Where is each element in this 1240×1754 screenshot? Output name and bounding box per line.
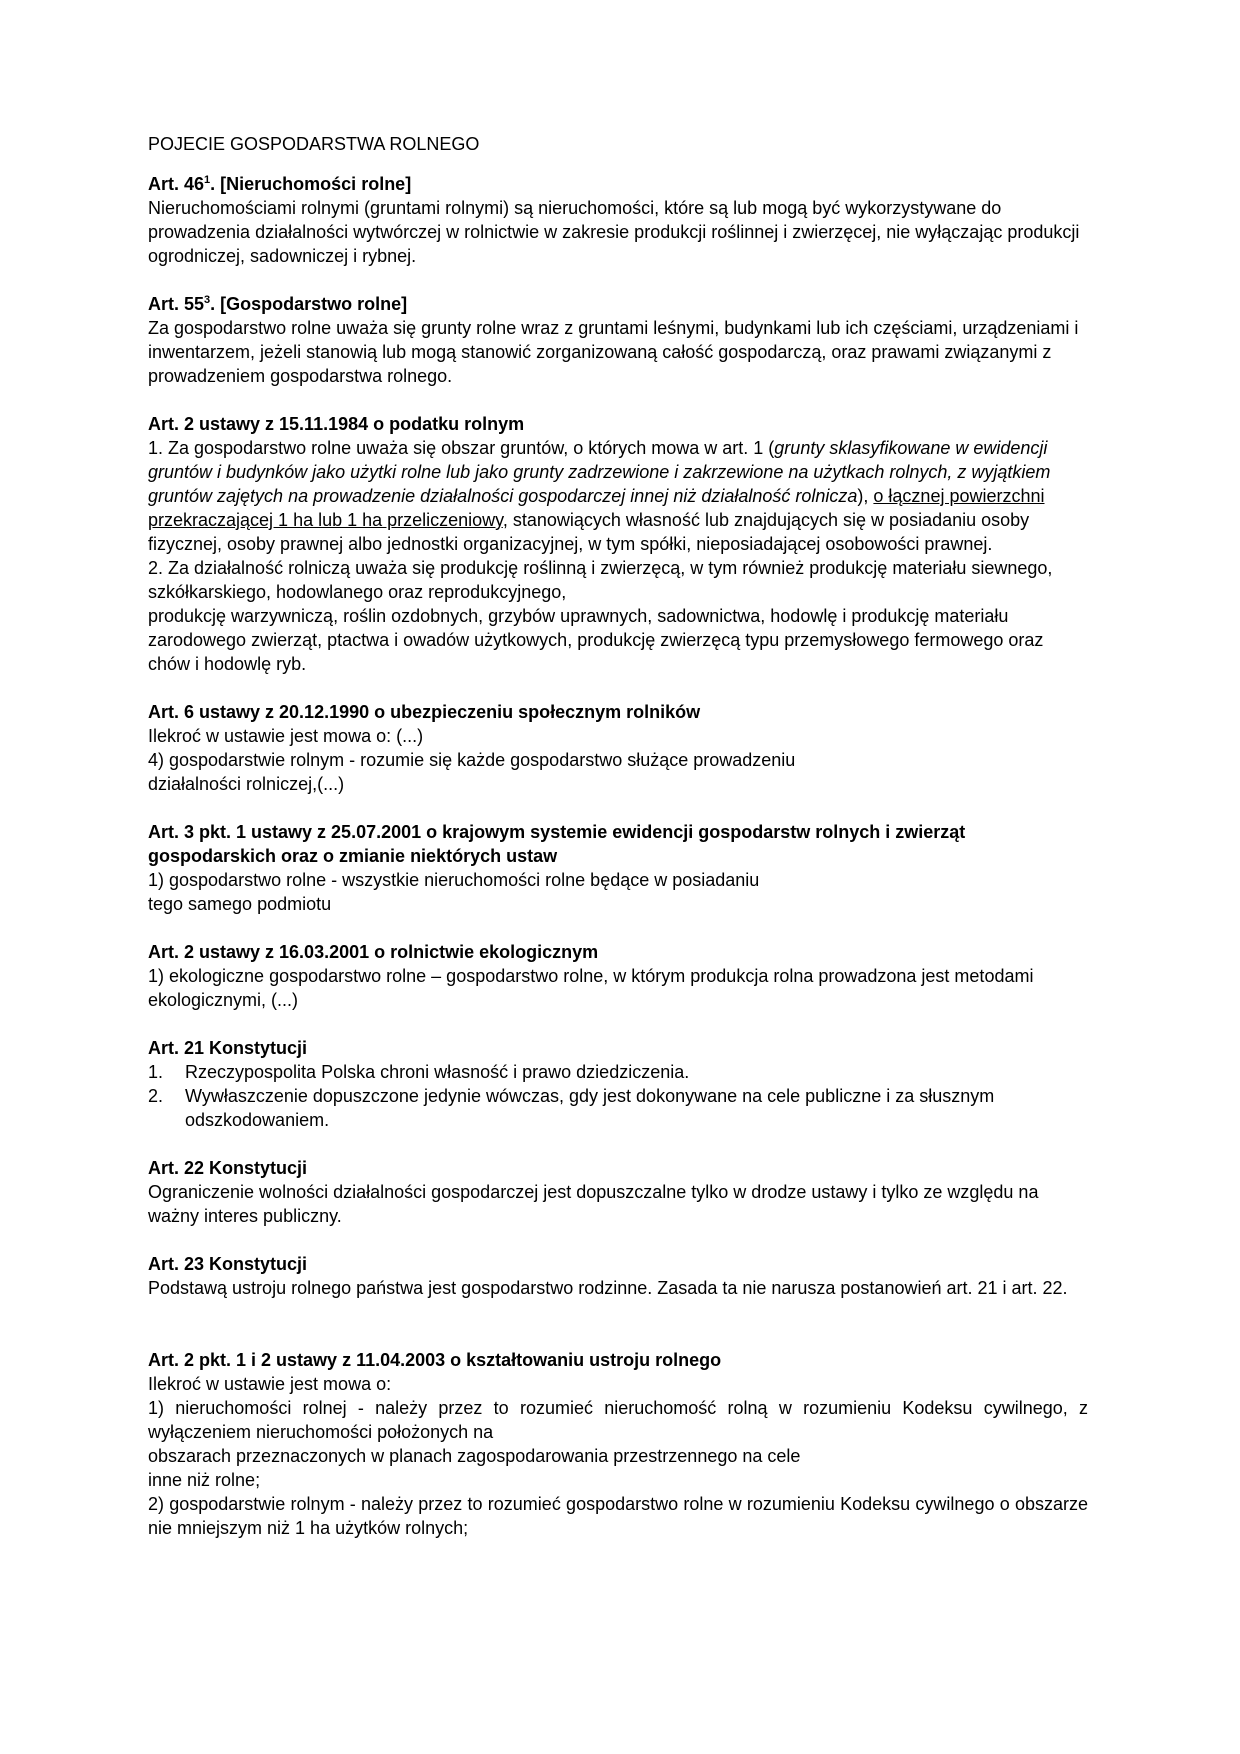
- section-heading: Art. 22 Konstytucji: [148, 1158, 308, 1178]
- section-heading: Art. 2 ustawy z 15.11.1984 o podatku rolnym: [148, 414, 525, 434]
- italic-text-run: grunty sklasyfikowane w ewidencji gruntów i budynków jako użytki rolne lub jako grunty zadrzewione i zakrzewione na użytkach rolnych, z wyjątkiem gruntów zajętych na prowadzenie działalności gospodarczej innej niż działalność rolnicza: [148, 438, 1051, 506]
- section-heading: Art. 6 ustawy z 20.12.1990 o ubezpieczeniu społecznym rolników: [148, 702, 701, 722]
- section-ustroj-rolny: [148, 1348, 1088, 1540]
- section-heading: [148, 172, 1088, 196]
- text-line: obszarach przeznaczonych w planach zagospodarowania przestrzennego na cele: [148, 1446, 801, 1466]
- text-run: ),: [857, 486, 874, 506]
- heading-superscript: 1: [204, 174, 211, 186]
- paragraph-2a: 2. Za działalność rolniczą uważa się produkcję roślinną i zwierzęcą, w tym również produkcję materiału siewnego, szkółkarskiego, hodowlanego oraz reprodukcyjnego,: [148, 558, 1053, 602]
- section-heading: Art. 23 Konstytucji: [148, 1254, 308, 1274]
- list-item-text: Wywłaszczenie dopuszczone jedynie wówczas, gdy jest dokonywane na cele publiczne i za słusznym odszkodowaniem.: [185, 1086, 995, 1130]
- section-podatek-rolny: [148, 412, 1088, 676]
- section-ekologiczne: [148, 940, 1088, 1012]
- text-line: inne niż rolne;: [148, 1470, 261, 1490]
- section-text: Za gospodarstwo rolne uważa się grunty rolne wraz z gruntami leśnymi, budynkami lub ich częściami, urządzeniami i inwentarzem, jeżeli stanowią lub mogą stanowić zorganizowaną całość gospodarczą, oraz prawami związanymi z prowadzeniem gospodarstwa rolnego.: [148, 318, 1079, 386]
- paragraph-2b: produkcję warzywniczą, roślin ozdobnych, grzybów uprawnych, sadownictwa, hodowlę i produkcję materiału zarodowego zwierząt, ptactwa i owadów użytkowych, produkcję zwierzęcą typu przemysłowego fermowego oraz chów i hodowlę ryb.: [148, 606, 1044, 674]
- section-heading: Art. 3 pkt. 1 ustawy z 25.07.2001 o krajowym systemie ewidencji gospodarstw rolnych i zwierząt gospodarskich oraz o zmianie niektórych ustaw: [148, 822, 966, 866]
- list-item: [148, 1060, 1088, 1084]
- section-text: Nieruchomościami rolnymi (gruntami rolnymi) są nieruchomości, które są lub mogą być wykorzystywane do prowadzenia działalności wytwórczej w rolnictwie w zakresie produkcji roślinnej i zwierzęcej, nie wyłączając produkcji ogrodniczej, sadowniczej i rybnej.: [148, 198, 1080, 266]
- heading-text: . [Nieruchomości rolne]: [210, 174, 412, 194]
- underlined-text-run: o łącznej powierzchni przekraczającej 1 ha lub 1 ha przeliczeniowy: [148, 486, 1045, 530]
- text-line: działalności rolniczej,(...): [148, 774, 345, 794]
- section-konstytucja-22: [148, 1156, 1088, 1228]
- section-heading: [148, 292, 1088, 316]
- section-art55: [148, 292, 1088, 388]
- section-text: Podstawą ustroju rolnego państwa jest gospodarstwo rodzinne. Zasada ta nie narusza postanowień art. 21 i art. 22.: [148, 1278, 1068, 1298]
- heading-text: . [Gospodarstwo rolne]: [210, 294, 408, 314]
- text-line: 2) gospodarstwie rolnym - należy przez to rozumieć gospodarstwo rolne w rozumieniu Kodeksu cywilnego o obszarze nie mniejszym niż 1 ha użytków rolnych;: [148, 1494, 1088, 1538]
- section-ewidencja: [148, 820, 1088, 916]
- section-konstytucja-23: [148, 1252, 1088, 1300]
- section-heading: Art. 2 pkt. 1 i 2 ustawy z 11.04.2003 o kształtowaniu ustroju rolnego: [148, 1350, 722, 1370]
- list-item: [148, 1084, 1088, 1132]
- text-run: 1. Za gospodarstwo rolne uważa się obszar gruntów, o których mowa w art. 1 (: [148, 438, 775, 458]
- text-run: , stanowiących własność lub znajdujących się w posiadaniu osoby fizycznej, osoby prawnej albo jednostki organizacyjnej, w tym spółki, nieposiadającej osobowości prawnej.: [148, 510, 1030, 554]
- list-number: 1.: [148, 1062, 164, 1082]
- text-line: Ilekroć w ustawie jest mowa o: (...): [148, 726, 424, 746]
- section-heading: Art. 2 ustawy z 16.03.2001 o rolnictwie ekologicznym: [148, 942, 599, 962]
- section-text: 1) ekologiczne gospodarstwo rolne – gospodarstwo rolne, w którym produkcja rolna prowadzona jest metodami ekologicznymi, (...): [148, 966, 1034, 1010]
- section-text: Ograniczenie wolności działalności gospodarczej jest dopuszczalne tylko w drodze ustawy i tylko ze względu na ważny interes publiczny.: [148, 1182, 1039, 1226]
- section-konstytucja-21: [148, 1036, 1088, 1132]
- heading-text: Art. 46: [148, 174, 205, 194]
- section-art46: [148, 172, 1088, 268]
- text-line: tego samego podmiotu: [148, 894, 332, 914]
- numbered-list: [148, 1060, 1088, 1132]
- text-line: 1) nieruchomości rolnej - należy przez to rozumieć nieruchomość rolną w rozumieniu Kodeksu cywilnego, z wyłączeniem nieruchomości położonych na: [148, 1398, 1088, 1442]
- text-line: 1) gospodarstwo rolne - wszystkie nieruchomości rolne będące w posiadaniu: [148, 870, 760, 890]
- paragraph-1: [148, 436, 1088, 556]
- text-line: Ilekroć w ustawie jest mowa o:: [148, 1374, 392, 1394]
- document-page: [148, 132, 1088, 1564]
- list-number: 2.: [148, 1086, 164, 1106]
- list-item-text: Rzeczypospolita Polska chroni własność i prawo dziedziczenia.: [185, 1062, 690, 1082]
- heading-superscript: 3: [204, 294, 211, 306]
- section-ubezpieczenie: [148, 700, 1088, 796]
- section-heading: Art. 21 Konstytucji: [148, 1038, 308, 1058]
- text-line: 4) gospodarstwie rolnym - rozumie się każde gospodarstwo służące prowadzeniu: [148, 750, 796, 770]
- heading-text: Art. 55: [148, 294, 205, 314]
- document-title: POJECIE GOSPODARSTWA ROLNEGO: [148, 134, 480, 154]
